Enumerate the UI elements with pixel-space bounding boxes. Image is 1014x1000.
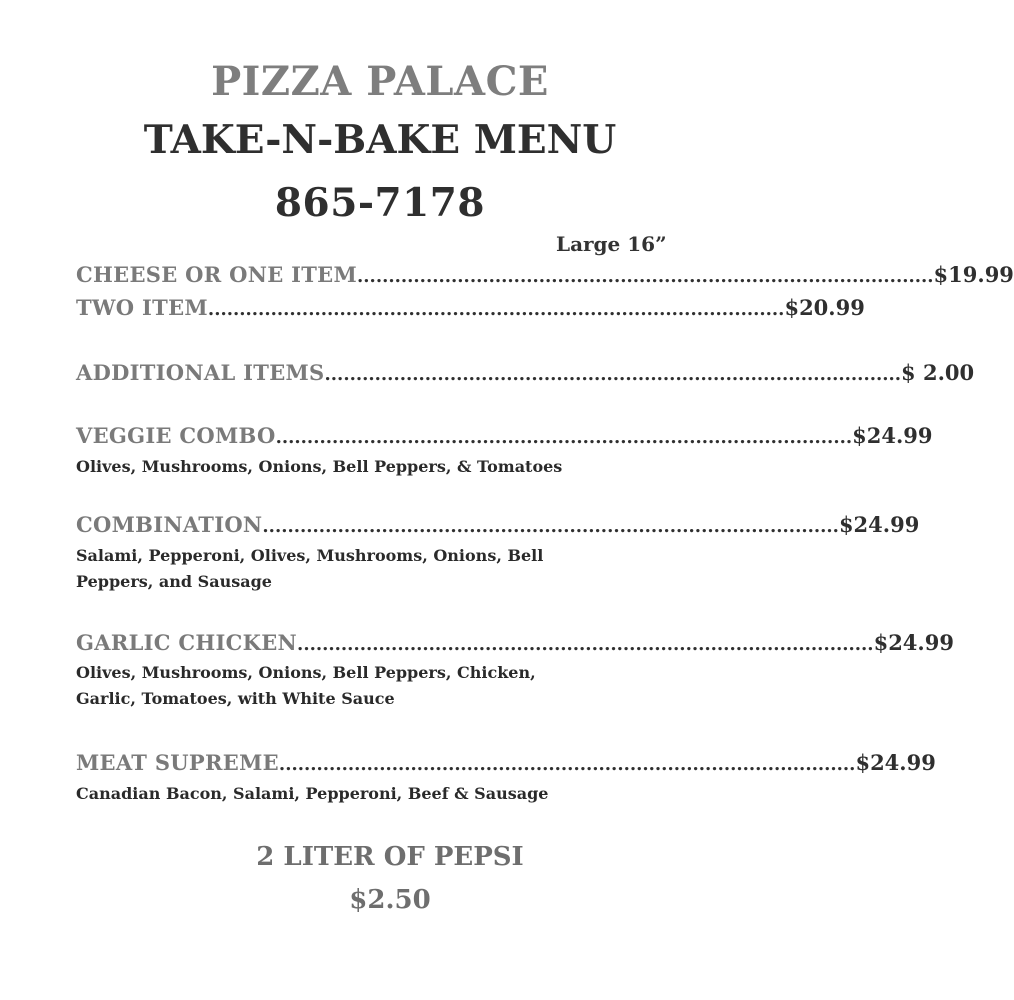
dot-leader: ............................................................................................: [297, 634, 874, 655]
menu-item-combination: [76, 512, 920, 542]
item-description-line: Olives, Mushrooms, Onions, Bell Peppers, Chicken,: [76, 663, 536, 682]
menu-item-meat-supreme: [76, 750, 936, 780]
item-description-line: Salami, Pepperoni, Olives, Mushrooms, Onions, Bell: [76, 546, 544, 565]
item-price: $24.99: [852, 423, 933, 448]
item-name: GARLIC CHICKEN: [76, 630, 298, 655]
item-description: Olives, Mushrooms, Onions, Bell Peppers, & Tomatoes: [76, 457, 563, 476]
item-price: $ 2.00: [901, 360, 975, 385]
item-description-line: Peppers, and Sausage: [76, 572, 272, 591]
menu-item-additional: [76, 360, 975, 390]
item-price: $24.99: [838, 512, 920, 537]
item-name: TWO ITEM: [76, 295, 208, 320]
menu-item-veggie-combo: [76, 423, 933, 453]
item-price: $24.99: [873, 630, 954, 655]
item-price: $19.99: [933, 262, 1014, 287]
drink-name: 2 LITER OF PEPSI: [256, 842, 524, 872]
drink-price: $2.50: [349, 885, 431, 915]
item-name: VEGGIE COMBO: [76, 423, 276, 448]
item-price: $20.99: [784, 295, 865, 320]
phone-number: 865-7178: [274, 180, 486, 226]
dot-leader: ............................................................................................: [324, 364, 902, 385]
dot-leader: ............................................................................................: [278, 754, 856, 775]
item-description: Canadian Bacon, Salami, Pepperoni, Beef & Sausage: [76, 784, 549, 803]
dot-leader: ............................................................................................: [275, 427, 853, 448]
item-name: COMBINATION: [76, 512, 263, 537]
dot-leader: ............................................................................................: [357, 266, 934, 287]
menu-item-two-item: [76, 295, 865, 325]
size-label: Large 16”: [556, 232, 667, 256]
item-name: ADDITIONAL ITEMS: [76, 360, 325, 385]
dot-leader: ............................................................................................: [262, 516, 839, 537]
menu-item-cheese: [76, 262, 1014, 292]
item-description-line: Garlic, Tomatoes, with White Sauce: [76, 689, 395, 708]
item-price: $24.99: [855, 750, 936, 775]
dot-leader: ............................................................................................: [207, 299, 785, 320]
menu-title: TAKE-N-BAKE MENU: [143, 117, 617, 163]
item-name: CHEESE OR ONE ITEM: [76, 262, 358, 287]
menu-item-garlic-chicken: [76, 630, 954, 660]
restaurant-name: PIZZA PALACE: [211, 58, 549, 105]
item-name: MEAT SUPREME: [76, 750, 279, 775]
